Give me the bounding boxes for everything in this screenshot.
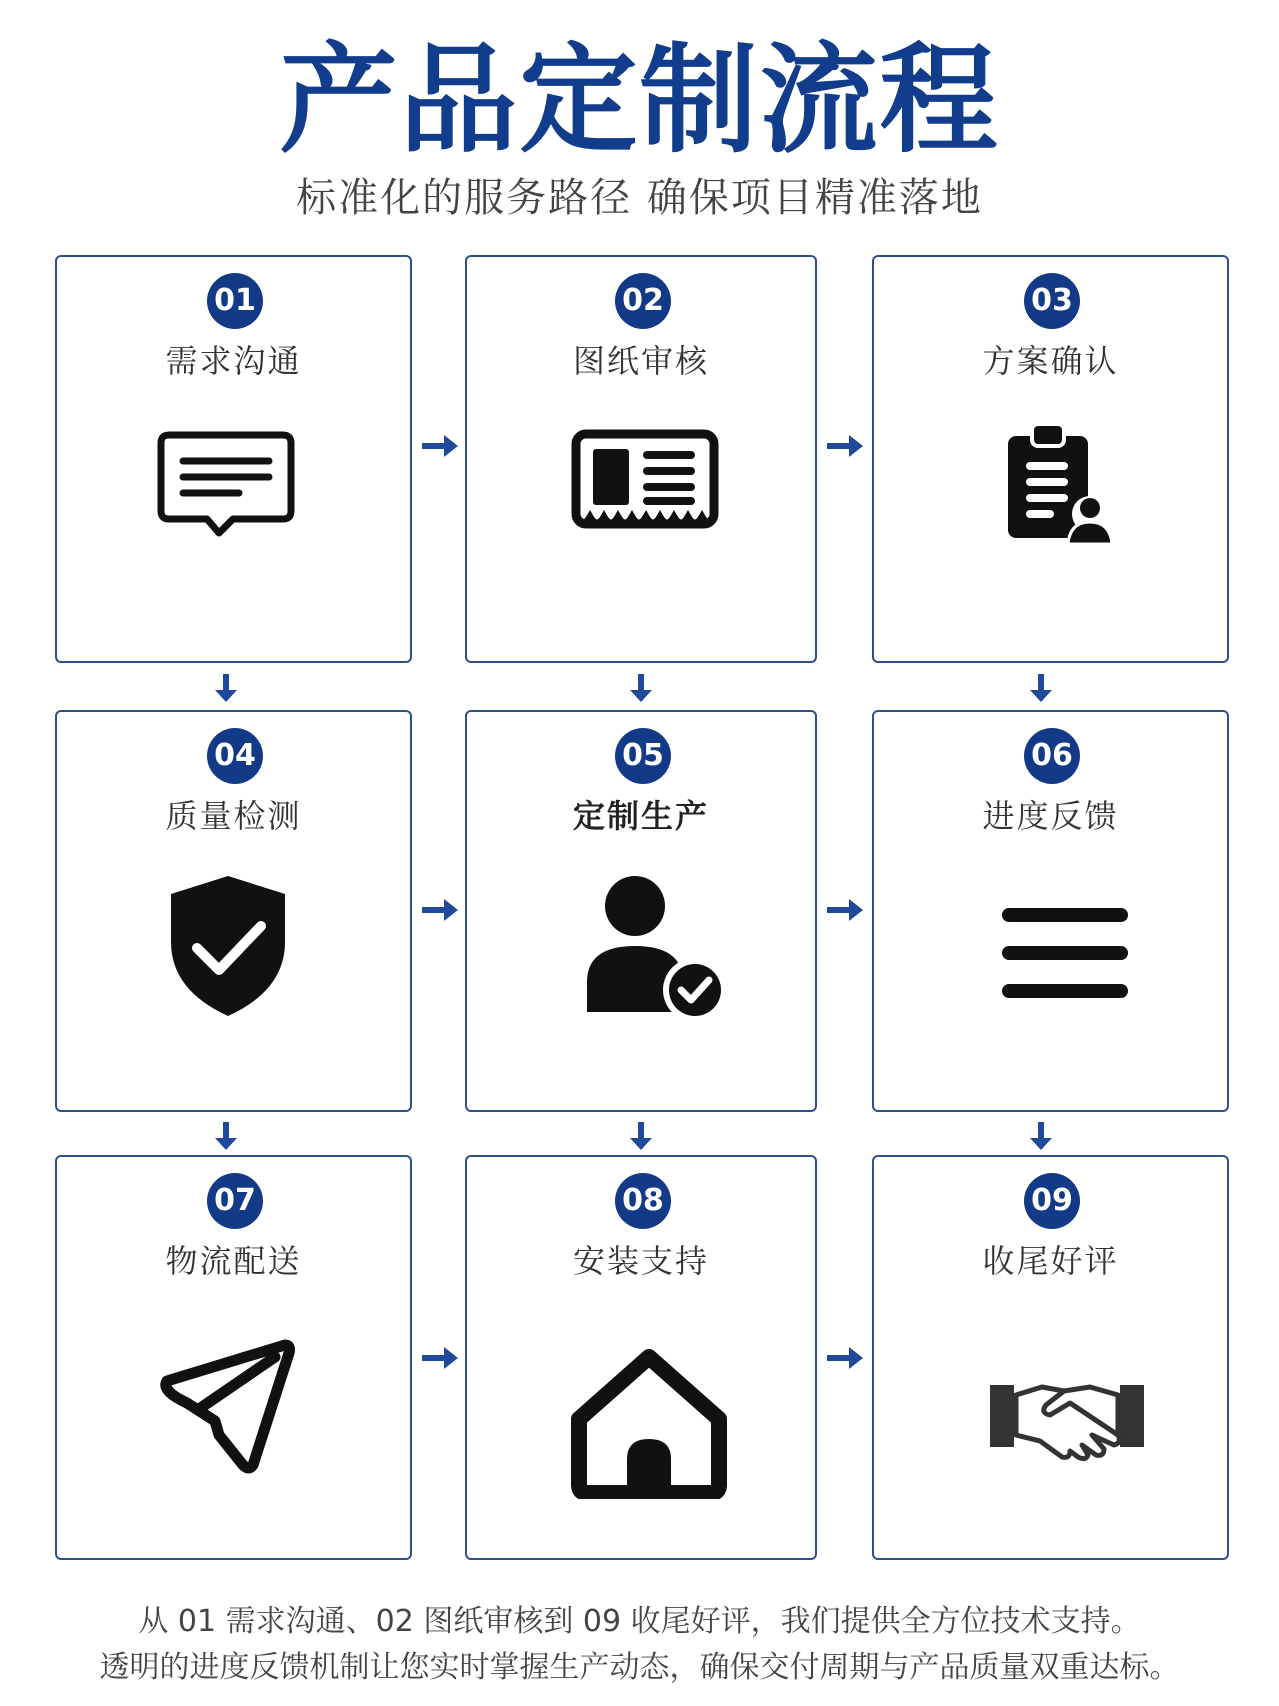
step-label: 定制生产: [572, 797, 709, 835]
step-card-07: [55, 1155, 412, 1560]
arrow-right-icon: [420, 1344, 460, 1372]
step-label: 方案确认: [982, 342, 1119, 380]
step-card-09: [872, 1155, 1229, 1560]
user-check-icon: [583, 872, 733, 1028]
step-card-04: [55, 710, 412, 1112]
step-card-01: [55, 255, 412, 663]
step-number-badge: 01: [207, 273, 263, 329]
shield-check-icon: [167, 872, 289, 1020]
step-label: 收尾好评: [982, 1242, 1119, 1280]
page-title: 产品定制流程: [279, 31, 1000, 169]
step-number-badge: 09: [1024, 1173, 1080, 1229]
footer-line-2: 透明的进度反馈机制让您实时掌握生产动态，确保交付周期与产品质量双重达标。: [99, 1650, 1180, 1685]
arrow-down-icon: [213, 672, 239, 704]
step-card-05: [465, 710, 817, 1112]
step-label: 进度反馈: [982, 797, 1119, 835]
step-label: 需求沟通: [165, 342, 302, 380]
step-label: 物流配送: [165, 1242, 302, 1280]
step-card-02: [465, 255, 817, 663]
step-number-badge: 02: [615, 273, 671, 329]
step-number-badge: 05: [615, 728, 671, 784]
paper-plane-icon: [157, 1337, 297, 1477]
step-card-08: [465, 1155, 817, 1560]
arrow-down-icon: [628, 672, 654, 704]
step-card-03: [872, 255, 1229, 663]
home-icon: [567, 1347, 731, 1499]
message-icon: [157, 427, 297, 537]
step-number-badge: 04: [207, 728, 263, 784]
step-number-badge: 06: [1024, 728, 1080, 784]
step-number-badge: 07: [207, 1173, 263, 1229]
arrow-right-icon: [825, 432, 865, 460]
menu-lines-icon: [1000, 902, 1130, 1002]
clipboard-user-icon: [1004, 422, 1114, 546]
arrow-right-icon: [825, 896, 865, 924]
footer-line-1: 从 01 需求沟通、02 图纸审核到 09 收尾好评，我们提供全方位技术支持。: [138, 1604, 1141, 1639]
step-label: 安装支持: [572, 1242, 709, 1280]
step-label: 质量检测: [165, 797, 302, 835]
step-label: 图纸审核: [572, 342, 709, 380]
arrow-down-icon: [1028, 1120, 1054, 1152]
step-number-badge: 03: [1024, 273, 1080, 329]
step-card-06: [872, 710, 1229, 1112]
document-icon: [571, 429, 719, 533]
arrow-down-icon: [213, 1120, 239, 1152]
arrow-right-icon: [420, 432, 460, 460]
arrow-right-icon: [420, 896, 460, 924]
handshake-icon: [986, 1379, 1148, 1465]
step-number-badge: 08: [615, 1173, 671, 1229]
arrow-down-icon: [628, 1120, 654, 1152]
page-subtitle: 标准化的服务路径 确保项目精准落地: [296, 175, 983, 221]
arrow-right-icon: [825, 1344, 865, 1372]
arrow-down-icon: [1028, 672, 1054, 704]
